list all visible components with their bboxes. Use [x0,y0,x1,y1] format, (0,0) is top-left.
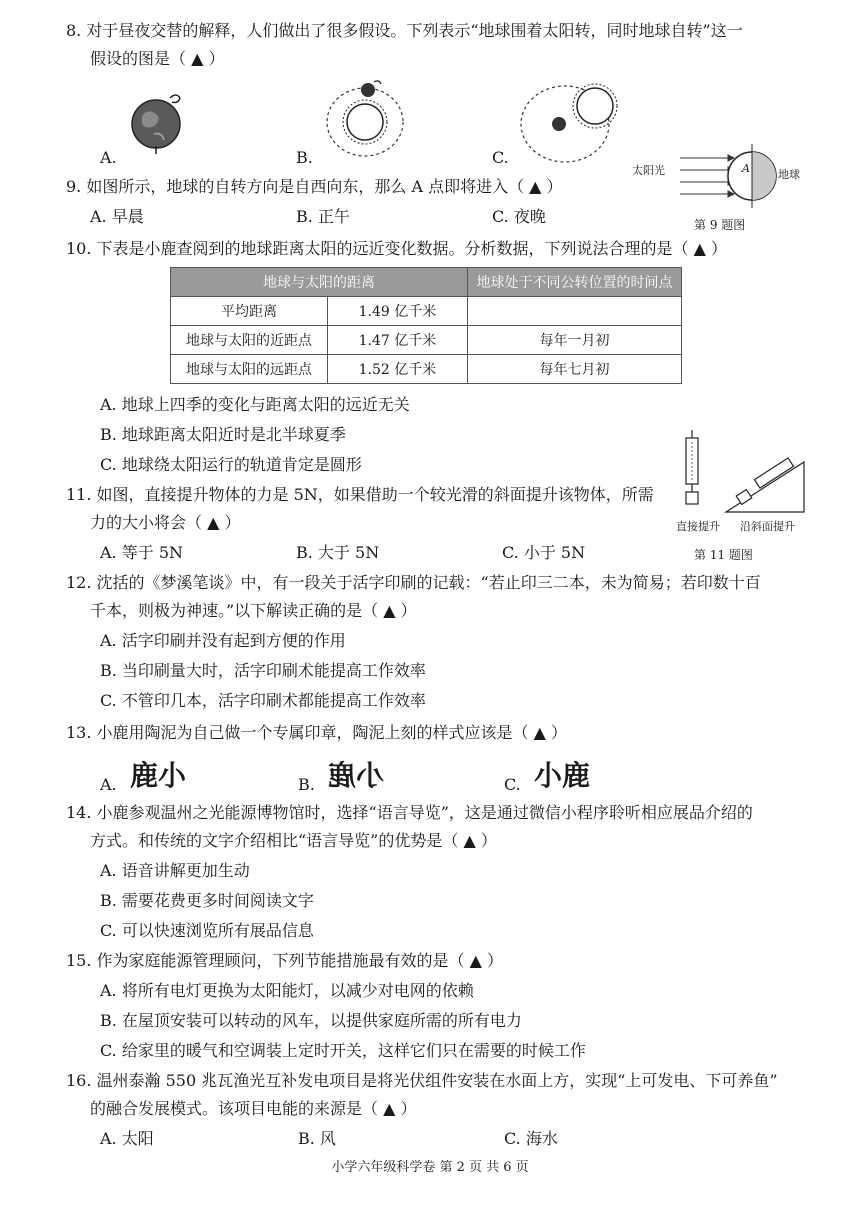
table-cell: 1.47 亿千米 [328,326,468,355]
q9-option-c[interactable]: C. 夜晚 [492,207,546,226]
q15-stem: 15. 作为家庭能源管理顾问，下列节能措施最有效的是（ ▲ ） [66,951,504,970]
q9-stem: 9. 如图所示，地球的自转方向是自西向东，那么 A 点即将进入（ ▲ ） [66,177,563,196]
sun-icon [573,84,617,128]
q9-earth-label: 地球 [778,168,800,181]
q14-option-c[interactable]: C. 可以快速浏览所有展品信息 [100,921,314,940]
q9-option-a[interactable]: A. 早晨 [90,207,144,226]
q11-caption: 第 11 题图 [694,548,753,562]
table-cell: 地球与太阳的近距点 [171,326,328,355]
q8-stem-line2: 假设的图是（ ▲ ） [90,49,225,68]
q10-option-b[interactable]: B. 地球距离太阳近时是北半球夏季 [100,425,346,444]
q15-option-b[interactable]: B. 在屋顶安装可以转动的风车，以提供家庭所需的所有电力 [100,1011,522,1030]
q9-point-label: A [742,162,750,175]
table-header-time: 地球处于不同公转位置的时间点 [467,268,681,297]
page-footer: 小学六年级科学卷 第 2 页 共 6 页 [331,1160,529,1175]
q8-figure-a [120,86,200,156]
q8-figure-b [320,80,430,160]
earth-icon [361,83,375,97]
table-cell: 地球与太阳的远距点 [171,355,328,384]
q8-stem-line1: 8. 对于昼夜交替的解释，人们做出了很多假设。下列表示“地球围着太阳转，同时地球自转”这一 [66,21,743,40]
q14-option-b[interactable]: B. 需要花费更多时间阅读文字 [100,891,314,910]
spring-scale-icon [686,430,698,504]
q12-option-c[interactable]: C. 不管印几本，活字印刷术都能提高工作效率 [100,691,426,710]
table-row [171,297,682,326]
q11-stem-line2: 力的大小将会（ ▲ ） [90,513,241,532]
table-row [171,355,682,384]
incline-icon [726,458,804,512]
q11-option-a[interactable]: A. 等于 5N [100,543,183,562]
q13-stamp-a: 鹿小 [130,759,187,792]
q13-stamp-b-mirrored: 小鹿 [328,759,385,792]
q11-figure [672,428,812,516]
q8-figure-c [515,78,645,168]
earth-icon [552,117,566,131]
q16-option-c[interactable]: C. 海水 [504,1129,558,1148]
q15-option-a[interactable]: A. 将所有电灯更换为太阳能灯，以减少对电网的依赖 [100,981,474,1000]
q9-option-b[interactable]: B. 正午 [296,207,350,226]
table-cell [467,297,681,326]
q14-stem-line1: 14. 小鹿参观温州之光能源博物馆时，选择“语言导览”，这是通过微信小程序聆听相应展品介绍的 [66,803,753,822]
q16-option-b[interactable]: B. 风 [298,1129,336,1148]
q13-option-b[interactable]: B. [298,775,315,794]
q8-option-a[interactable]: A. [100,148,117,167]
distance-table [170,267,682,384]
q16-option-a[interactable]: A. 太阳 [100,1129,154,1148]
q9-caption: 第 9 题图 [694,218,746,232]
q12-option-b[interactable]: B. 当印刷量大时，活字印刷术能提高工作效率 [100,661,426,680]
q8-option-b[interactable]: B. [296,148,313,167]
q11-stem-line1: 11. 如图，直接提升物体的力是 5N，如果借助一个较光滑的斜面提升该物体，所需 [66,485,654,504]
q12-stem-line1: 12. 沈括的《梦溪笔谈》中，有一段关于活字印刷的记载：“若止印三二本，未为简易；若印数十百 [66,573,761,592]
table-cell: 每年一月初 [467,326,681,355]
q11-label-incline: 沿斜面提升 [740,520,795,533]
q10-option-c[interactable]: C. 地球绕太阳运行的轨道肯定是圆形 [100,455,362,474]
q9-sunlight-label: 太阳光 [632,164,665,177]
sun-icon [343,100,387,144]
q14-stem-line2: 方式。和传统的文字介绍相比“语言导览”的优势是（ ▲ ） [90,831,497,850]
q13-option-a[interactable]: A. [100,775,117,794]
q13-option-c[interactable]: C. [504,775,521,794]
q11-option-c[interactable]: C. 小于 5N [502,543,586,562]
q12-option-a[interactable]: A. 活字印刷并没有起到方便的作用 [100,631,346,650]
table-cell: 1.52 亿千米 [328,355,468,384]
table-row [171,326,682,355]
q8-option-c[interactable]: C. [492,148,509,167]
table-cell: 平均距离 [171,297,328,326]
q14-option-a[interactable]: A. 语音讲解更加生动 [100,861,250,880]
table-header-distance: 地球与太阳的距离 [171,268,468,297]
q13-stem: 13. 小鹿用陶泥为自己做一个专属印章，陶泥上刻的样式应该是（ ▲ ） [66,723,568,742]
q10-option-a[interactable]: A. 地球上四季的变化与距离太阳的远近无关 [100,395,410,414]
table-header-row [171,268,682,297]
q12-stem-line2: 千本，则极为神速。”以下解读正确的是（ ▲ ） [90,601,417,620]
q11-label-direct: 直接提升 [676,520,720,533]
q11-option-b[interactable]: B. 大于 5N [296,543,380,562]
rotation-arrow-icon [170,95,180,103]
q10-stem: 10. 下表是小鹿查阅到的地球距离太阳的远近变化数据。分析数据，下列说法合理的是（ ▲ ） [66,239,728,258]
table-cell: 1.49 亿千米 [328,297,468,326]
table-cell: 每年七月初 [467,355,681,384]
q16-stem-line1: 16. 温州泰瀚 550 兆瓦渔光互补发电项目是将光伏组件安装在水面上方，实现“上可发电、下可养鱼” [66,1071,778,1090]
q13-stamp-c: 小鹿 [534,759,591,792]
q15-option-c[interactable]: C. 给家里的暖气和空调装上定时开关，这样它们只在需要的时候工作 [100,1041,586,1060]
q16-stem-line2: 的融合发展模式。该项目电能的来源是（ ▲ ） [90,1099,417,1118]
